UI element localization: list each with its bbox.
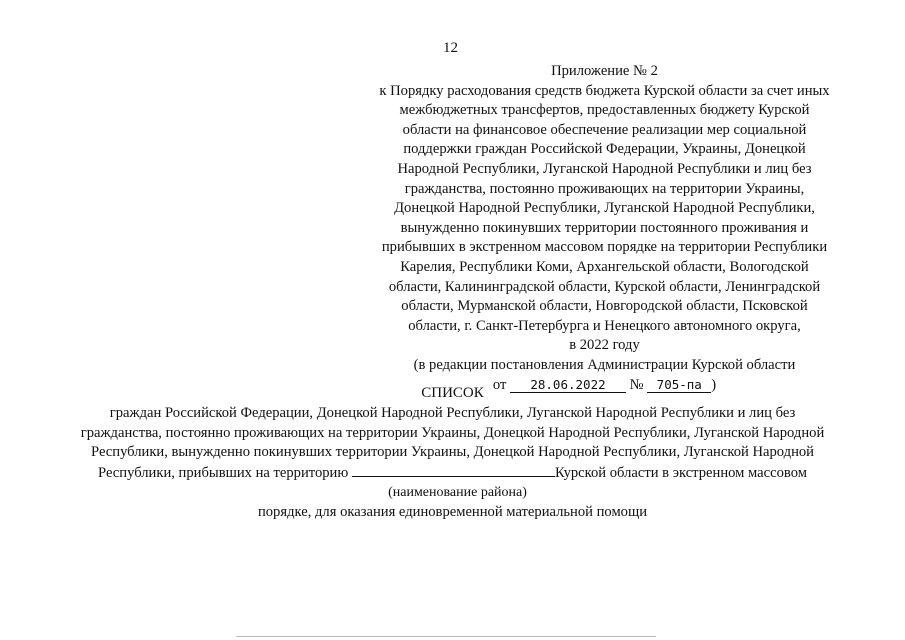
- appendix-line: к Порядку расходования средств бюджета Курской области за счет иных: [379, 82, 830, 99]
- territory-line: [40, 463, 865, 484]
- appendix-line: Донецкой Народной Республики, Луганской Народной Республики,: [394, 200, 815, 217]
- list-section: [40, 382, 865, 523]
- appendix-title: Приложение № 2: [551, 63, 658, 79]
- appendix-line: области, г. Санкт-Петербурга и Ненецкого автономного округа,: [408, 317, 801, 334]
- appendix-header: [362, 62, 847, 395]
- date-prefix: от: [492, 376, 507, 393]
- appendix-line: Карелия, Республики Коми, Архангельской области, Вологодской: [400, 258, 809, 275]
- appendix-line: гражданства, постоянно проживающих на территории Украины,: [404, 180, 805, 197]
- appendix-line: (в редакции постановления Администрации Курской области: [413, 356, 796, 373]
- appendix-line: области на финансовое обеспечение реализации мер социальной: [402, 121, 807, 138]
- list-title: СПИСОК: [421, 385, 484, 401]
- resolution-number: 705-па: [647, 378, 711, 393]
- territory-suffix: Курской области в экстренном массовом: [554, 464, 807, 481]
- appendix-line: вынужденно покинувших территории постоянного проживания и: [400, 219, 809, 236]
- appendix-line: в 2022 году: [569, 337, 640, 354]
- list-line: граждан Российской Федерации, Донецкой Народной Республики, Луганской Народной Республики и лиц без: [109, 405, 796, 421]
- resolution-date: 28.06.2022: [510, 378, 626, 393]
- appendix-line: прибывших в экстренном массовом порядке на территории Республики: [381, 239, 828, 256]
- page-edge-line: [236, 636, 656, 637]
- appendix-line: области, Калининградской области, Курской области, Ленинградской: [388, 278, 821, 295]
- appendix-line: поддержки граждан Российской Федерации, Украины, Донецкой: [403, 141, 806, 158]
- list-line: гражданства, постоянно проживающих на территории Украины, Донецкой Народной Республики, Луганской Народной: [80, 424, 825, 441]
- closing-paren: ): [711, 376, 717, 393]
- list-line: Республики, вынужденно покинувших территории Украины, Донецкой Народной Республики, Луганской Народной: [91, 444, 814, 461]
- territory-prefix: Республики, прибывших на территорию: [98, 464, 349, 481]
- appendix-line: межбюджетных трансфертов, предоставленных бюджету Курской: [399, 102, 810, 119]
- district-note: (наименование района): [388, 485, 527, 501]
- list-final-line: порядке, для оказания единовременной материальной помощи: [257, 503, 648, 520]
- district-blank: [352, 463, 555, 477]
- number-prefix: №: [629, 376, 644, 393]
- appendix-line: области, Мурманской области, Новгородской области, Псковской: [401, 298, 808, 315]
- page-number: 12: [443, 40, 458, 56]
- appendix-line: Народной Республики, Луганской Народной Республики и лиц без: [397, 160, 812, 177]
